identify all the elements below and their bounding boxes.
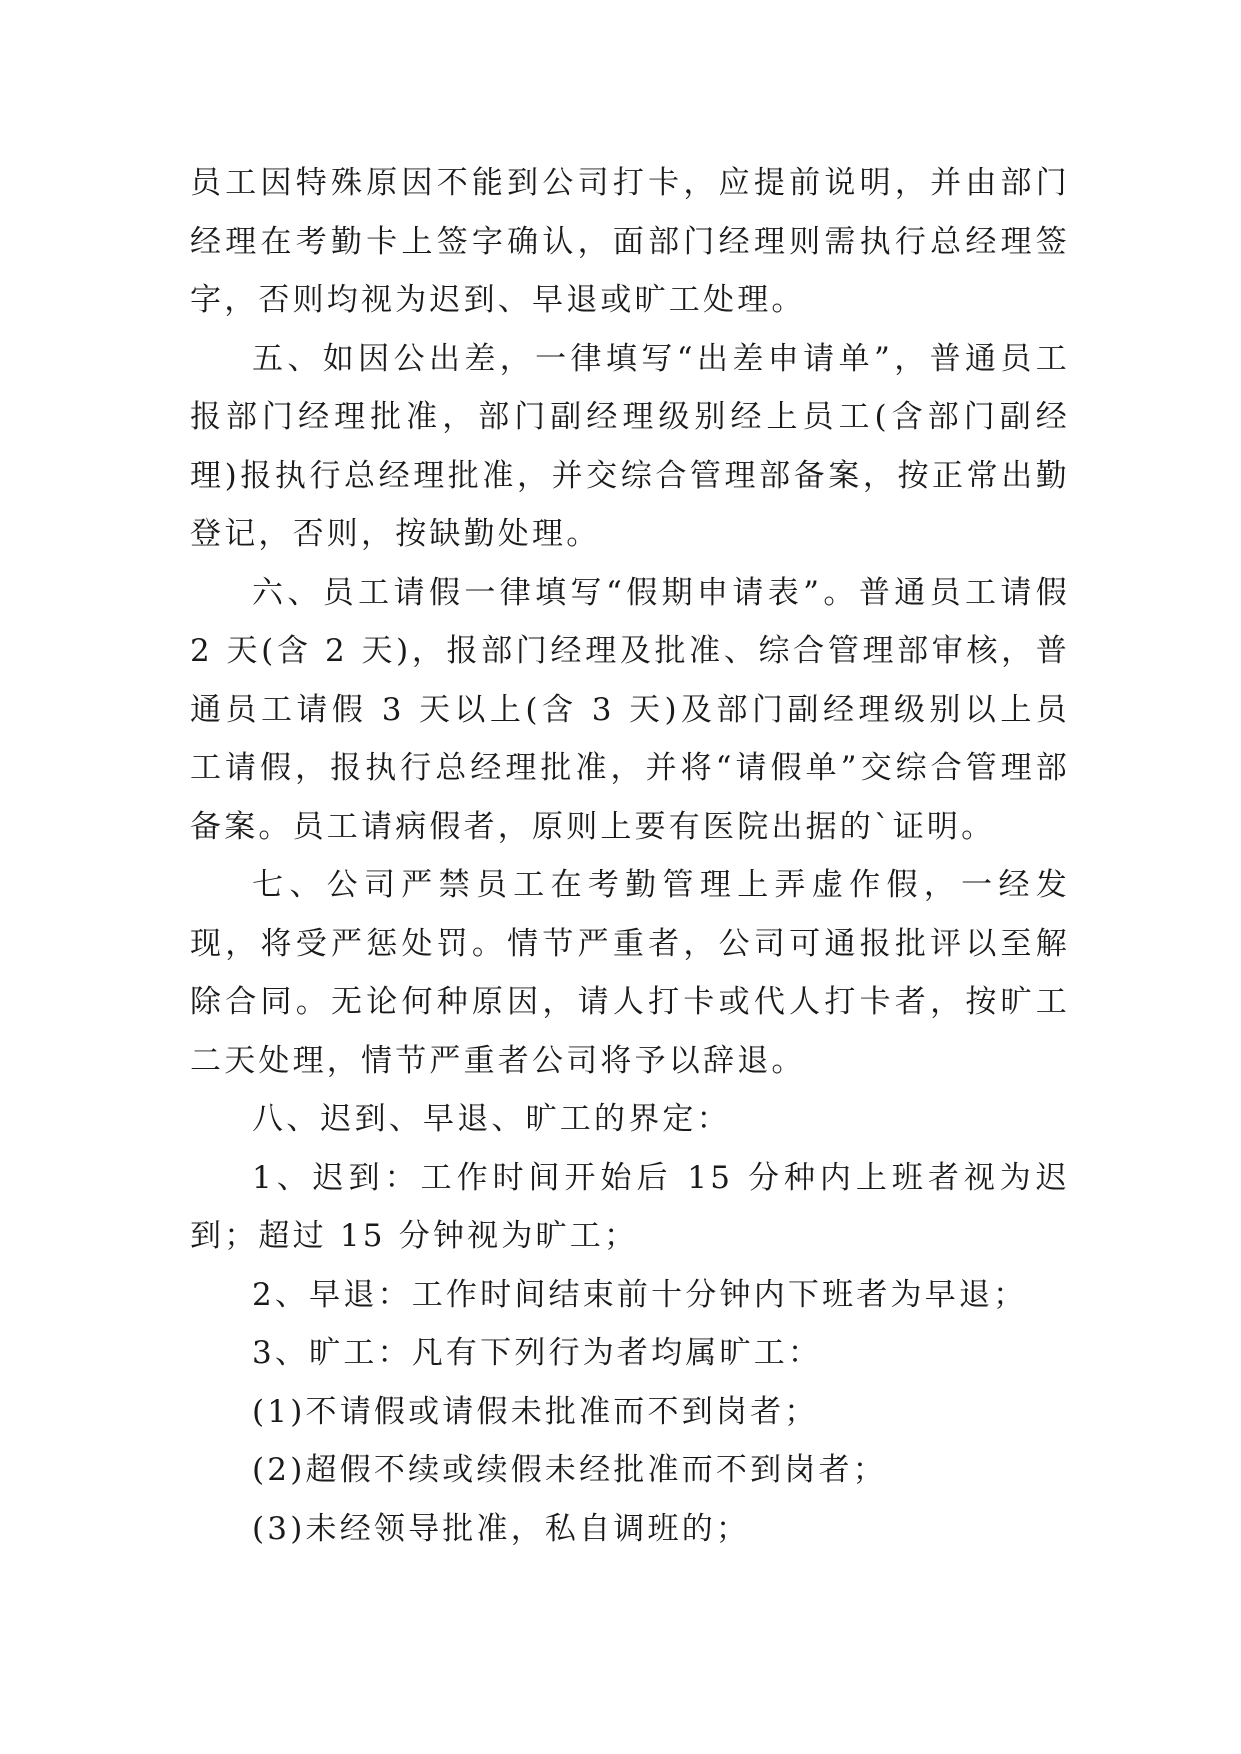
paragraph-business-trip: 五、如因公出差，一律填写“出差申请单”，普通员工报部门经理批准，部门副经理级别经上员工(含部门副经理)报执行总经理批准，并交综合管理部备案，按正常出勤登记，否则，按缺勤处理。 xyxy=(190,340,1070,552)
paragraph-early-leave-definition: 2、早退：工作时间结束前十分钟内下班者为早退； xyxy=(252,1276,1028,1313)
list-item-absence-3: (3)未经领导批准，私自调班的； xyxy=(252,1510,751,1547)
paragraph-definitions-heading: 八、迟到、早退、旷工的界定： xyxy=(252,1101,731,1137)
document-body xyxy=(190,154,1070,1558)
paragraph-attendance-fraud: 七、公司严禁员工在考勤管理上弄虚作假，一经发现，将受严惩处罚。情节严重者，公司可通报批评以至解除合同。无论何种原因，请人打卡或代人打卡者，按旷工二天处理，情节严重者公司将予以辞退。 xyxy=(190,867,1070,1079)
list-item-absence-1: (1)不请假或请假未批准而不到岗者； xyxy=(252,1393,819,1430)
paragraph-leave-request: 六、员工请假一律填写“假期申请表”。普通员工请假 2 天(含 2 天)，报部门经理及批准、综合管理部审核，普通员工请假 3 天以上(含 3 天)及部门副经理级别以上员工请假，报执行总经理批准，并将“请假单”交综合管理部备案。员工请病假者，原则上要有医院出据的`证明。 xyxy=(190,574,1070,845)
paragraph-late-definition: 1、迟到：工作时间开始后 15 分种内上班者视为迟到；超过 15 分钟视为旷工； xyxy=(190,1159,1070,1254)
paragraph-continuation: 员工因特殊原因不能到公司打卡，应提前说明，并由部门经理在考勤卡上签字确认，面部门经理则需执行总经理签字，否则均视为迟到、早退或旷工处理。 xyxy=(190,165,1070,318)
list-item-absence-2: (2)超假不续或续假未经批准而不到岗者； xyxy=(252,1452,887,1488)
paragraph-absence-definition: 3、旷工：凡有下列行为者均属旷工： xyxy=(252,1335,823,1371)
